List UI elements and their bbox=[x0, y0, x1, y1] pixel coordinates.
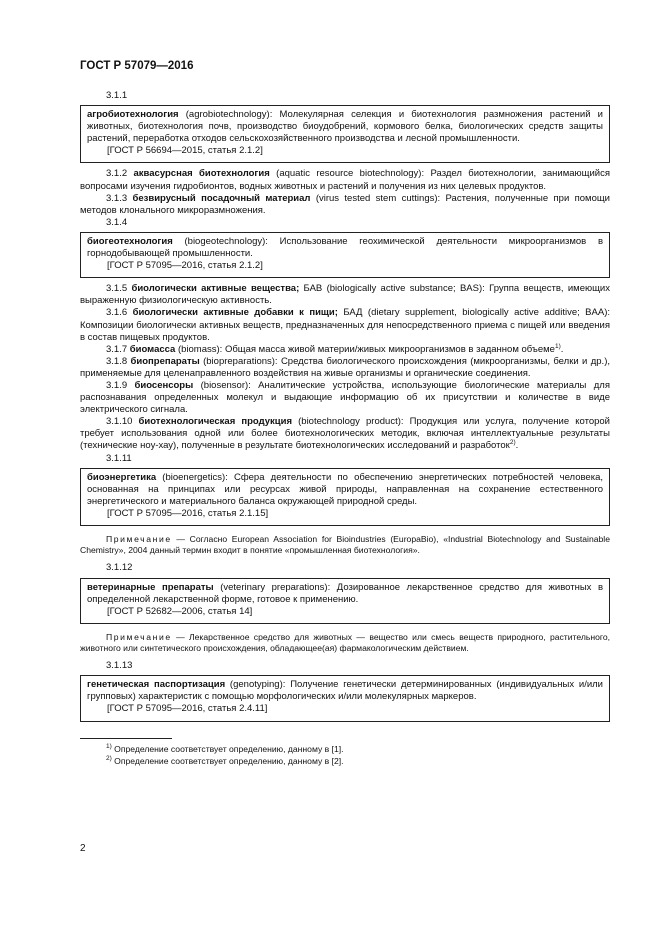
term-definition: (veterinary preparations): Дозированное лекарственное средство для животных в определенной лекарственной форме, готовое к применению. bbox=[87, 581, 603, 605]
term-3-1-6: 3.1.6 биологически активные добавки к пищи; БАД (dietary supplement, biologically active additive; BAA): Композиции биологически активных веществ, предназначенных для непосредственного приема с пищей или введения в состав пищевых продуктов. bbox=[80, 307, 610, 343]
term-box-3-1-11 bbox=[80, 468, 610, 526]
term-definition: (bioenergetics): Сфера деятельности по обеспечению энергетических потребностей человека, основанная на принципах или ресурсах живой природы, направленная на сохранение естественного энергетического и материального баланса окружающей природной среды. bbox=[87, 471, 603, 507]
term-3-1-7: 3.1.7 биомасса (biomass): Общая масса живой материи/живых микроорганизмов в заданном объеме$^{1)}$. bbox=[106, 342, 564, 355]
term-box-3-1-4 bbox=[80, 232, 610, 278]
term-3-1-5: 3.1.5 биологически активные вещества; БАВ (biologically active substance; BAS): Группа веществ, имеющих выраженную физиологическую активность. bbox=[80, 283, 610, 307]
footnote-ref-2[interactable]: 2) bbox=[509, 439, 516, 447]
footnote-1: $^{1)}$ Определение соответствует определению, данному в [1]. bbox=[106, 742, 344, 754]
term-box-3-1-13 bbox=[80, 675, 610, 721]
footnote-2: $^{2)}$ Определение соответствует определению, данному в [2]. bbox=[106, 754, 344, 766]
term-3-1-10: 3.1.10 биотехнологическая продукция (biotechnology product): Продукция или услуга, получение которой требует использования одной или более биотехнологических методик, включая интеллектуальные результаты (технические ноу-хау), полученные в результате биотехнологических исследований и разработок$^{2)}$. bbox=[80, 416, 610, 452]
term-3-1-9: 3.1.9 биосенсоры (biosensor): Аналитические устройства, использующие биологические материалы для распознавания определенных молекул и выдающие информацию об их присутствии и количестве в виде электрического сигнала. bbox=[80, 379, 610, 416]
term-source: [ГОСТ Р 52682—2006, статья 14] bbox=[107, 605, 253, 617]
term-bioenergetics: биоэнергетика bbox=[87, 471, 157, 483]
term-number-3-1-12: 3.1.12 bbox=[106, 562, 133, 574]
term-source: [ГОСТ Р 57095—2016, статья 2.4.11] bbox=[107, 703, 268, 715]
term-source: [ГОСТ Р 56694—2015, статья 2.1.2] bbox=[107, 145, 263, 157]
term-definition: (biogeotechnology): Использование геохимической деятельности микроорганизмов в горнодобывающей промышленности. bbox=[87, 235, 603, 260]
note-1: Примечание — Согласно European Association for Bioindustries (EuropaBio), «Industrial Biotechnology and Sustainable Chemistry», 2004 данный термин входит в понятие «промышленная биотехнология». bbox=[80, 534, 610, 556]
footnote-divider bbox=[80, 738, 172, 739]
term-number-3-1-4: 3.1.4 bbox=[106, 216, 128, 228]
term-source: [ГОСТ Р 57095—2016, статья 2.1.15] bbox=[107, 507, 269, 519]
term-number-3-1-1: 3.1.1 bbox=[106, 90, 128, 101]
term-source: [ГОСТ Р 57095—2016, статья 2.1.2] bbox=[107, 260, 263, 272]
term-3-1-8: 3.1.8 биопрепараты (biopreparations): Средства биологического происхождения (микроорганизмы, белки и др.), применяемые для целенаправленного воздействия на живые организмы и органические соединения. bbox=[80, 355, 610, 379]
term-box-3-1-12 bbox=[80, 578, 610, 624]
term-box-3-1-1 bbox=[80, 105, 610, 163]
standard-header: ГОСТ Р 57079—2016 bbox=[80, 60, 194, 72]
term-3-1-3: 3.1.3 безвирусный посадочный материал (virus tested stem cuttings): Растения, полученные при помощи методов клонального микроразмножения. bbox=[80, 192, 610, 216]
term-genotyping: генетическая паспортизация bbox=[87, 679, 226, 691]
term-number-3-1-13: 3.1.13 bbox=[106, 660, 133, 672]
term-definition: (genotyping): Получение генетически детерминированных (индивидуальных и/или групповых) характеристик с помощью морфологических и/или молекулярных маркеров. bbox=[87, 679, 603, 703]
terms-body bbox=[80, 90, 610, 767]
term-biogeotechnology: биогеотехнология bbox=[87, 235, 173, 247]
term-veterinary-preparations: ветеринарные препараты bbox=[87, 581, 214, 593]
note-2: Примечание — Лекарственное средство для животных — вещество или смесь веществ природного, растительного, животного или синтетического происхождения, обладающее(ая) фармакологическим действием. bbox=[80, 631, 610, 653]
term-number-3-1-11: 3.1.11 bbox=[106, 452, 132, 464]
footnote-ref-1[interactable]: 1) bbox=[554, 342, 561, 350]
page-number: 2 bbox=[80, 843, 86, 854]
term-3-1-2: 3.1.2 аквасурсная биотехнология (aquatic resource biotechnology): Раздел биотехнологии, занимающийся вопросами изучения гидробионтов, водных животных и растений и получения из них целевых продуктов. bbox=[80, 168, 610, 192]
term-agrobiotechnology: агробиотехнология bbox=[87, 109, 179, 121]
term-definition: (agrobiotechnology): Молекулярная селекция и биотехнология размножения растений и животных, биотехнология почв, производство биоудобрений, кормового белка, биологических средств защиты растений, переработка отходов сельскохозяйственного производства и лесной промышленности. bbox=[87, 109, 603, 145]
